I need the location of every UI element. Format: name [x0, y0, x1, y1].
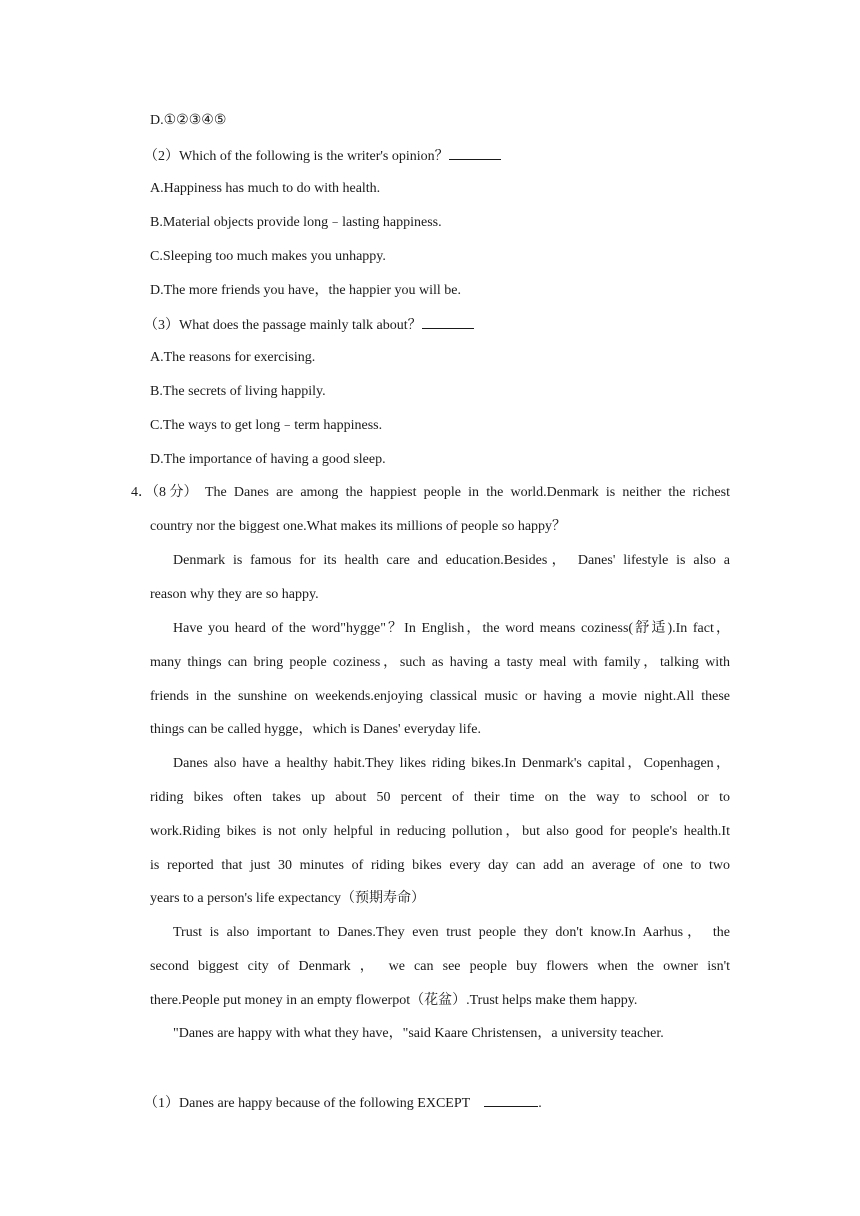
passage-paragraph-line: "Danes are happy with what they have，"said Kaare Christensen，a university teacher. [173, 1026, 664, 1041]
passage-paragraph-line: Denmark is famous for its health care and education.Besides， Danes' lifestyle is also a [173, 553, 730, 568]
option-a: A.Happiness has much to do with health. [150, 181, 381, 196]
passage-paragraph-line: there.People put money in an empty flowerpot（花盆）.Trust helps make them happy. [150, 993, 638, 1008]
question-stem-text: （3）What does the passage mainly talk about？ [144, 318, 422, 333]
passage-paragraph-line: Danes also have a healthy habit.They likes riding bikes.In Denmark's capital，Copenhagen， [173, 756, 730, 771]
question-points: （8 分） [152, 485, 198, 500]
passage-paragraph-line: friends in the sunshine on weekends.enjoying classical music or having a movie night.All these [150, 689, 730, 704]
passage-intro-line: country nor the biggest one.What makes its millions of people so happy？ [150, 519, 567, 534]
option-b: B.Material objects provide long﹣lasting happiness. [150, 215, 442, 230]
option-b: B.The secrets of living happily. [150, 384, 326, 399]
passage-paragraph-line: reason why they are so happy. [150, 587, 319, 602]
passage-paragraph-line: work.Riding bikes is not only helpful in reducing pollution，but also good for people's health.It [150, 824, 730, 839]
passage-intro-line: The Danes are among the happiest people in the world.Denmark is neither the richest [205, 485, 730, 500]
passage-paragraph-line: things can be called hygge，which is Danes' everyday life. [150, 722, 482, 737]
passage-paragraph-line: is reported that just 30 minutes of riding bikes every day can add an average of one to two [150, 858, 730, 873]
passage-paragraph-line: many things can bring people coziness，such as having a tasty meal with family，talking with [150, 655, 730, 670]
question-number: 4． [131, 485, 152, 500]
question-4-number [131, 483, 198, 503]
answer-blank[interactable] [484, 1092, 538, 1107]
stem-end-punctuation: . [538, 1096, 542, 1111]
option-d-numbers: D.①②③④⑤ [150, 113, 227, 128]
option-d: D.The more friends you have，the happier you will be. [150, 283, 462, 298]
question-stem-text: （1）Danes are happy because of the following EXCEPT [144, 1096, 471, 1111]
answer-blank[interactable] [422, 314, 474, 329]
passage-paragraph-line: second biggest city of Denmark ， we can see people buy flowers when the owner isn't [150, 959, 730, 974]
option-c: C.The ways to get long﹣term happiness. [150, 418, 383, 433]
passage-paragraph-line: Have you heard of the word"hygge"？In English，the word means coziness(舒适).In fact， [173, 621, 730, 636]
question-2-stem [144, 145, 501, 167]
option-d: D.The importance of having a good sleep. [150, 452, 386, 467]
answer-blank[interactable] [449, 145, 501, 160]
option-c: C.Sleeping too much makes you unhappy. [150, 249, 386, 264]
passage-paragraph-line: years to a person's life expectancy（预期寿命） [150, 891, 426, 906]
question-3-stem [144, 314, 474, 336]
question-4-sub1-stem [144, 1092, 542, 1114]
option-a: A.The reasons for exercising. [150, 350, 316, 365]
passage-paragraph-line: riding bikes often takes up about 50 percent of their time on the way to school or to [150, 790, 730, 805]
question-stem-text: （2）Which of the following is the writer's opinion？ [144, 149, 449, 164]
passage-paragraph-line: Trust is also important to Danes.They even trust people they don't know.In Aarhus， the [173, 925, 730, 940]
